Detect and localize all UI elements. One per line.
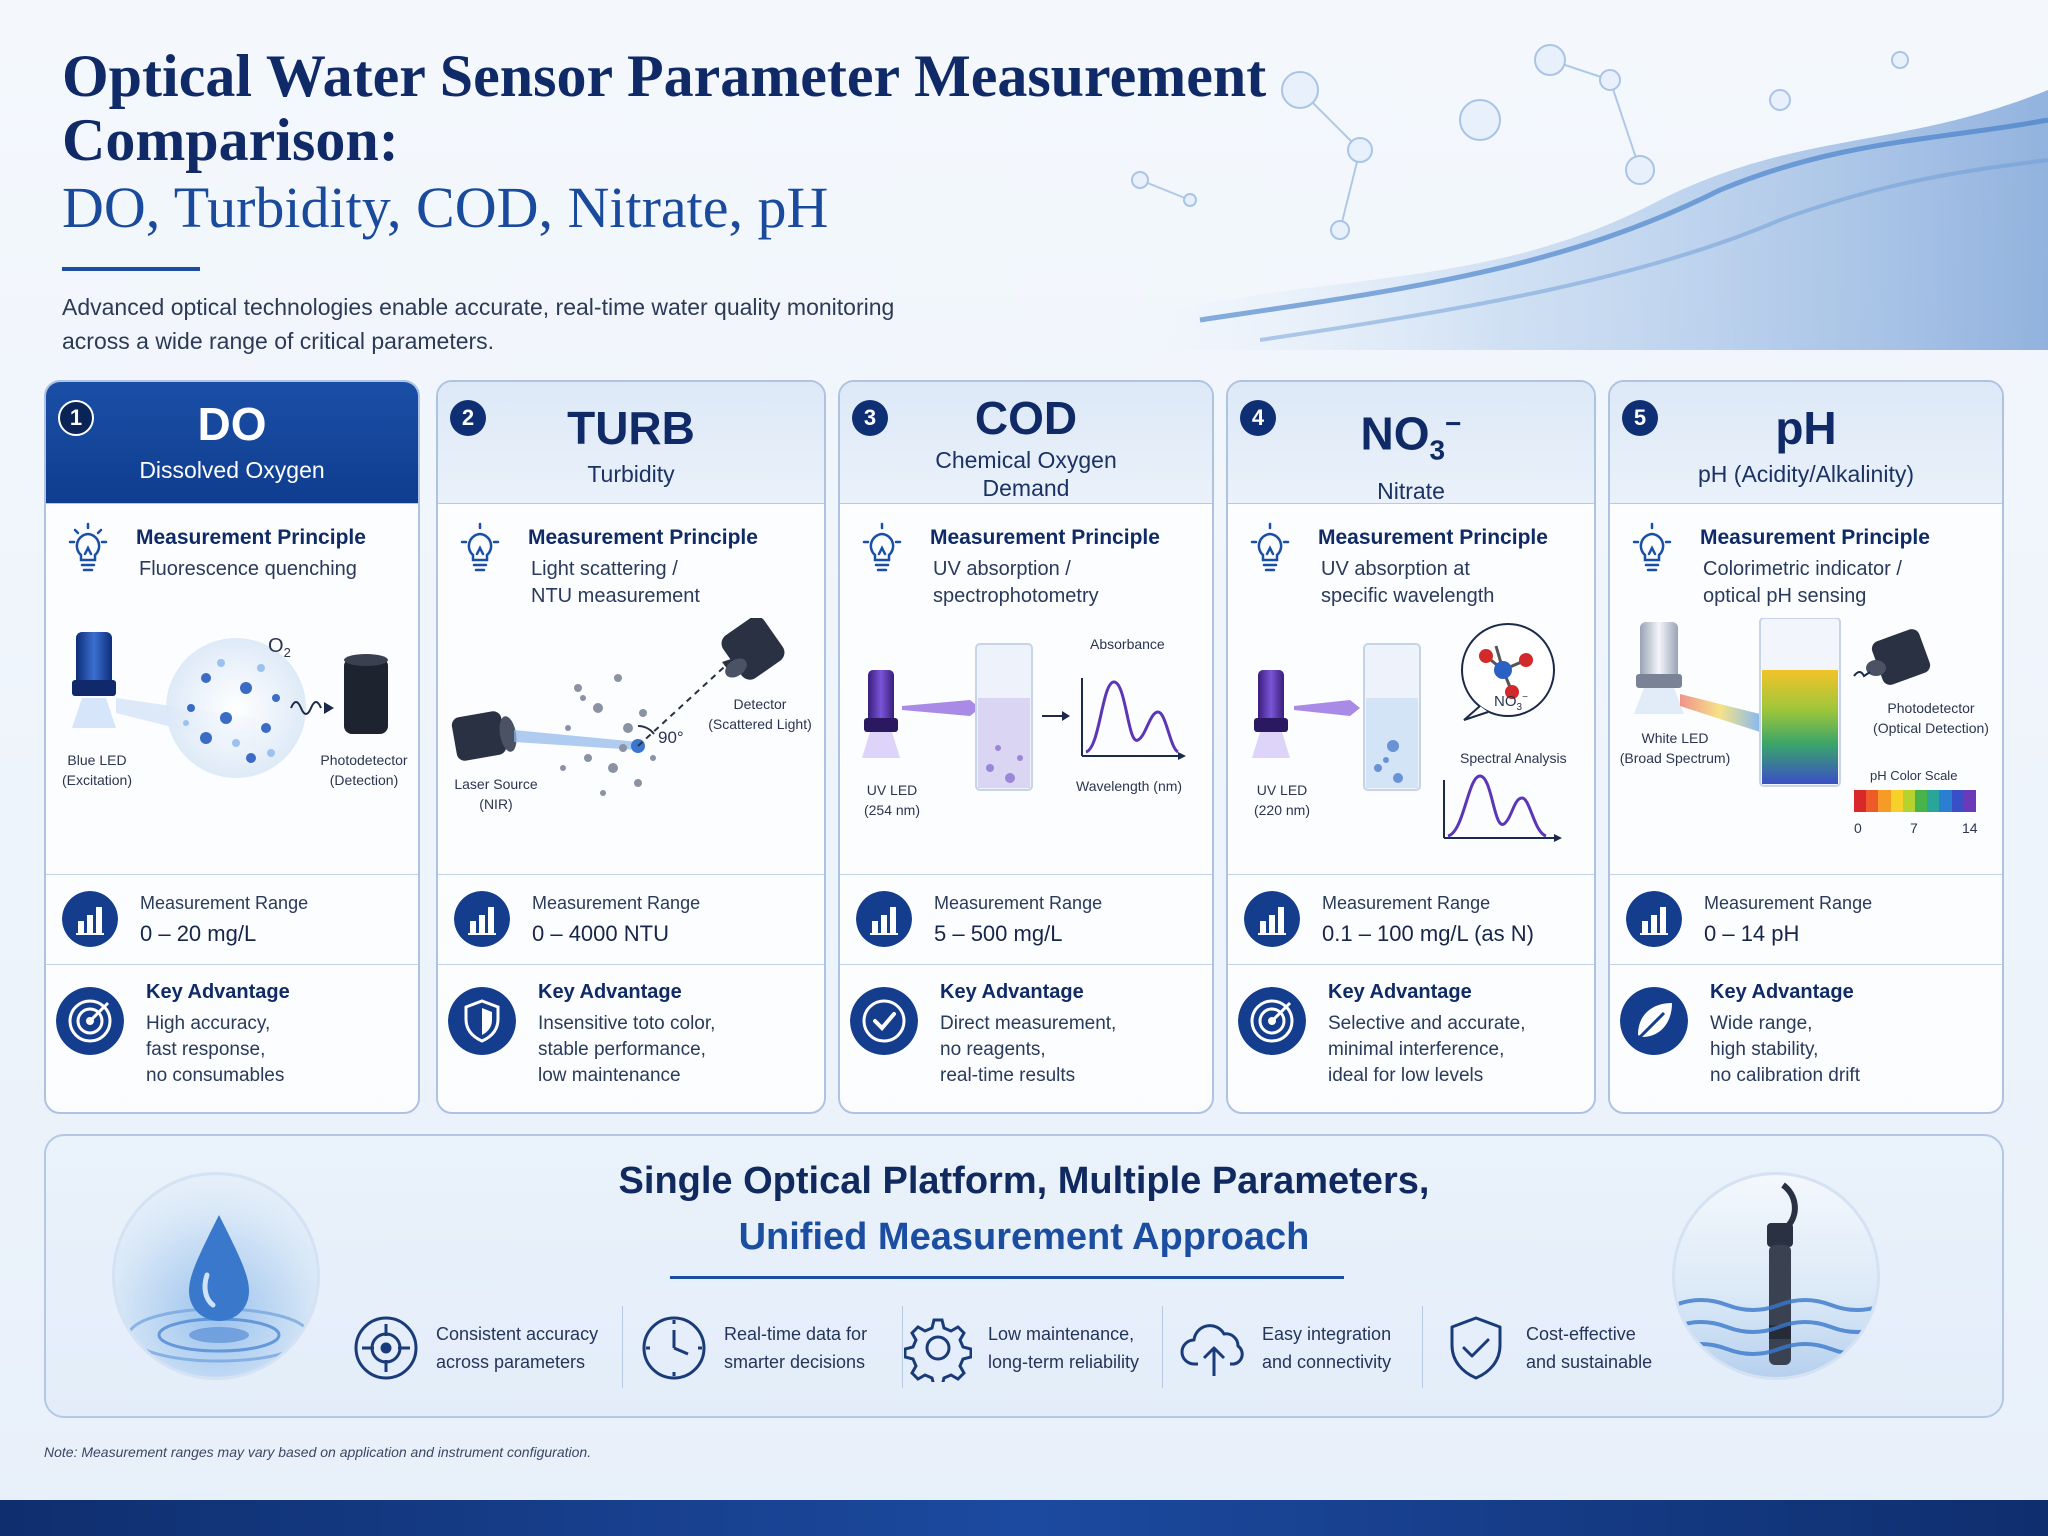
bar-chart-icon xyxy=(62,891,118,947)
o2-text: O xyxy=(268,635,284,657)
advantage-line2: high stability, xyxy=(1710,1039,1819,1060)
do-illustration xyxy=(46,618,420,878)
card-header xyxy=(1610,382,2002,504)
parameter-abbr xyxy=(1228,382,1594,477)
advantage-line1: High accuracy, xyxy=(146,1013,271,1034)
lightbulb-icon xyxy=(64,522,112,578)
ph-swatch xyxy=(1964,790,1976,812)
wavelength-label: Wavelength (nm) xyxy=(1076,778,1183,794)
advantage-text xyxy=(1710,1011,1970,1089)
range-section xyxy=(46,874,418,964)
advantage-section xyxy=(1610,964,2002,1114)
ph-illustration xyxy=(1610,618,1989,878)
range-section xyxy=(1610,874,2002,964)
principle-label: Measurement Principle xyxy=(1700,526,1930,549)
lightbulb-icon xyxy=(1628,522,1676,578)
feature-line2: across parameters xyxy=(436,1352,586,1372)
feature-item xyxy=(640,1310,920,1390)
parameter-name-line2: Demand xyxy=(982,475,1070,501)
detector-label-line2: (Optical Detection) xyxy=(1873,720,1989,736)
range-value: 0 – 20 mg/L xyxy=(140,921,257,946)
advantage-line2: stable performance, xyxy=(538,1039,706,1060)
ph-swatch xyxy=(1891,790,1903,812)
feature-text xyxy=(436,1320,598,1376)
advantage-text xyxy=(538,1011,798,1089)
molecule-label xyxy=(1494,688,1528,718)
detector-label-line1: Detector xyxy=(733,696,787,712)
card-header xyxy=(46,382,418,504)
feature-separator xyxy=(1162,1306,1163,1388)
principle-section xyxy=(858,522,1202,612)
principle-line2: optical pH sensing xyxy=(1703,585,1867,607)
card-do xyxy=(44,380,420,1114)
parameter-abbr: pH xyxy=(1775,402,1837,454)
ph-swatch xyxy=(1952,790,1964,812)
parameter-abbr: COD xyxy=(974,392,1078,444)
card-turbidity xyxy=(436,380,826,1114)
advantage-line3: real-time results xyxy=(940,1065,1076,1086)
advantage-label: Key Advantage xyxy=(1328,981,1472,1003)
feature-separator xyxy=(622,1306,623,1388)
led-label-line2: (Excitation) xyxy=(61,772,133,788)
range-value: 0 – 4000 NTU xyxy=(532,921,669,946)
feature-item xyxy=(352,1310,632,1390)
nitrate-illustration xyxy=(1228,618,1596,878)
feature-line1: Consistent accuracy xyxy=(436,1324,599,1344)
cod-illustration xyxy=(840,618,1214,878)
bar-chart-icon xyxy=(454,891,510,947)
clock-icon xyxy=(640,1314,708,1382)
feature-line2: and connectivity xyxy=(1262,1352,1392,1372)
uv-led-label-line2: (254 nm) xyxy=(863,802,921,818)
principle-section xyxy=(1246,522,1584,612)
spectral-analysis-label: Spectral Analysis xyxy=(1460,750,1567,766)
parameter-name-line1: Chemical Oxygen xyxy=(935,447,1117,473)
range-value: 0.1 – 100 mg/L (as N) xyxy=(1322,921,1534,946)
advantage-line3: ideal for low levels xyxy=(1328,1065,1484,1086)
detector-label-line1: Photodetector xyxy=(320,752,408,768)
advantage-line3: low maintenance xyxy=(538,1065,681,1086)
uv-led-label-line1: UV LED xyxy=(866,782,918,798)
principle-label: Measurement Principle xyxy=(136,526,366,549)
feature-separator xyxy=(902,1306,903,1388)
principle-line2: spectrophotometry xyxy=(933,585,1099,607)
advantage-section xyxy=(46,964,418,1114)
ph-color-scale xyxy=(1854,790,1976,812)
feature-item xyxy=(904,1310,1184,1390)
ph-swatch xyxy=(1854,790,1866,812)
target-icon xyxy=(1238,987,1306,1055)
advantage-line3: no consumables xyxy=(146,1065,285,1086)
feature-line2: long-term reliability xyxy=(988,1352,1140,1372)
uv-led-label-line2: (220 nm) xyxy=(1253,802,1311,818)
advantage-line1: Wide range, xyxy=(1710,1013,1813,1034)
advantage-line3: no calibration drift xyxy=(1710,1065,1860,1086)
principle-section xyxy=(1628,522,1992,612)
ph-scale-min: 0 xyxy=(1854,820,1862,836)
o2-label: $O_2$ xyxy=(268,635,291,660)
principle-text xyxy=(139,556,409,583)
leaf-icon xyxy=(1620,987,1688,1055)
feature-text xyxy=(988,1320,1139,1376)
principle-label: Measurement Principle xyxy=(1318,526,1548,549)
uv-led-label-line1: UV LED xyxy=(1256,782,1308,798)
white-led-label xyxy=(1616,728,1734,768)
nitrate-charge: − xyxy=(1445,408,1462,439)
card-number-badge: 5 xyxy=(1622,400,1658,436)
feature-line1: Cost-effective xyxy=(1526,1324,1636,1344)
detector-label-line1: Photodetector xyxy=(1887,700,1975,716)
advantage-line2: minimal interference, xyxy=(1328,1039,1505,1060)
advantage-line1: Selective and accurate, xyxy=(1328,1013,1526,1034)
uv-led-label xyxy=(852,780,932,820)
laser-source-label xyxy=(446,774,546,814)
principle-text xyxy=(1321,556,1591,610)
water-drop-illustration xyxy=(112,1172,320,1380)
range-label: Measurement Range xyxy=(1704,893,1873,913)
principle-section xyxy=(64,522,408,612)
parameter-name: Dissolved Oxygen xyxy=(139,457,325,483)
footer-band xyxy=(0,1500,2048,1536)
intro-line1: Advanced optical technologies enable accurate, real-time water quality monitoring xyxy=(62,294,895,320)
bar-chart-icon xyxy=(856,891,912,947)
range-section xyxy=(1228,874,1594,964)
ph-swatch xyxy=(1903,790,1915,812)
card-header xyxy=(438,382,824,504)
target-icon xyxy=(56,987,124,1055)
advantage-line1: Direct measurement, xyxy=(940,1013,1117,1034)
nitrate-formula: NO xyxy=(1360,407,1430,460)
advantage-text xyxy=(146,1011,406,1089)
advantage-label: Key Advantage xyxy=(940,981,1084,1003)
lightbulb-icon xyxy=(1246,522,1294,578)
detector-label-line2: (Detection) xyxy=(329,772,399,788)
principle-line2: NTU measurement xyxy=(531,585,700,607)
feature-text xyxy=(1262,1320,1391,1376)
feature-item xyxy=(1442,1310,1722,1390)
advantage-label: Key Advantage xyxy=(538,981,682,1003)
parameter-name: Turbidity xyxy=(587,461,675,487)
white-led-label-line1: White LED xyxy=(1641,730,1709,746)
principle-label: Measurement Principle xyxy=(930,526,1160,549)
principle-line1: Light scattering / xyxy=(531,558,678,580)
ph-scale-title: pH Color Scale xyxy=(1870,768,1958,783)
cod-sensor-diagram xyxy=(840,618,1214,878)
uv-led-label xyxy=(1242,780,1322,820)
range-value: 0 – 14 pH xyxy=(1704,921,1800,946)
advantage-label: Key Advantage xyxy=(146,981,290,1003)
card-header xyxy=(840,382,1212,504)
feature-separator xyxy=(1422,1306,1423,1388)
feature-line1: Easy integration xyxy=(1262,1324,1392,1344)
page-title-line1: Optical Water Sensor Parameter Measurement xyxy=(62,43,1267,109)
feature-line1: Real-time data for xyxy=(724,1324,868,1344)
summary-subtitle: Unified Measurement Approach xyxy=(738,1216,1310,1258)
feature-text xyxy=(724,1320,867,1376)
card-number-badge: 1 xyxy=(58,400,94,436)
principle-section xyxy=(456,522,814,612)
card-header xyxy=(1228,382,1594,504)
ph-scale-mid: 7 xyxy=(1910,820,1918,836)
advantage-label: Key Advantage xyxy=(1710,981,1854,1003)
gear-icon xyxy=(904,1314,972,1382)
parameter-abbr: TURB xyxy=(567,402,695,454)
molecule-subscript: 3 xyxy=(1516,702,1523,713)
card-ph xyxy=(1608,380,2004,1114)
ph-swatch xyxy=(1915,790,1927,812)
angle-label: 90° xyxy=(658,728,684,747)
ph-swatch xyxy=(1939,790,1951,812)
range-section xyxy=(840,874,1212,964)
card-number-badge: 3 xyxy=(852,400,888,436)
range-label: Measurement Range xyxy=(934,893,1103,913)
advantage-line2: fast response, xyxy=(146,1039,266,1060)
page-subtitle: DO, Turbidity, COD, Nitrate, pH xyxy=(62,175,829,240)
blue-led-label xyxy=(52,750,142,790)
shield-check-icon xyxy=(1442,1314,1510,1382)
card-number-badge: 2 xyxy=(450,400,486,436)
summary-divider xyxy=(670,1276,1344,1279)
range-section xyxy=(438,874,824,964)
feature-line1: Low maintenance, xyxy=(988,1324,1135,1344)
advantage-section xyxy=(840,964,1212,1114)
principle-label: Measurement Principle xyxy=(528,526,758,549)
feature-line2: and sustainable xyxy=(1526,1352,1653,1372)
white-led-label-line2: (Broad Spectrum) xyxy=(1619,750,1731,766)
absorbance-label: Absorbance xyxy=(1090,636,1165,652)
card-number-badge: 4 xyxy=(1240,400,1276,436)
principle-line1: Colorimetric indicator / xyxy=(1703,558,1902,580)
card-cod xyxy=(838,380,1214,1114)
principle-text xyxy=(933,556,1203,610)
parameter-name: Nitrate xyxy=(1377,477,1445,504)
led-label-line1: Blue LED xyxy=(67,752,127,768)
advantage-line1: Insensitive toto color, xyxy=(538,1013,716,1034)
ph-swatch xyxy=(1927,790,1939,812)
range-label: Measurement Range xyxy=(532,893,701,913)
advantage-section xyxy=(438,964,824,1114)
feature-line2: smarter decisions xyxy=(724,1352,866,1372)
range-label: Measurement Range xyxy=(140,893,309,913)
laser-label-line2: (NIR) xyxy=(479,796,513,812)
molecule-formula: NO xyxy=(1494,693,1517,710)
range-value: 5 – 500 mg/L xyxy=(934,921,1063,946)
do-sensor-diagram xyxy=(46,618,420,878)
footnote: Note: Measurement ranges may vary based on application and instrument configuration. xyxy=(44,1444,592,1460)
nitrate-subscript: 3 xyxy=(1429,434,1446,466)
principle-text xyxy=(531,556,801,610)
ph-swatch xyxy=(1866,790,1878,812)
advantage-section xyxy=(1228,964,1594,1114)
advantage-line2: no reagents, xyxy=(940,1039,1046,1060)
bar-chart-icon xyxy=(1626,891,1682,947)
feature-item xyxy=(1178,1310,1458,1390)
advantage-text xyxy=(1328,1011,1588,1089)
lightbulb-icon xyxy=(858,522,906,578)
detector-label-line2: (Scattered Light) xyxy=(708,716,812,732)
detector-label xyxy=(690,694,826,734)
intro-line2: across a wide range of critical parameters. xyxy=(62,328,495,354)
card-nitrate xyxy=(1226,380,1596,1114)
crosshair-icon xyxy=(352,1314,420,1382)
range-label: Measurement Range xyxy=(1322,893,1491,913)
photodetector-label xyxy=(1866,698,1996,738)
laser-label-line1: Laser Source xyxy=(454,776,538,792)
molecule-charge: − xyxy=(1522,692,1528,703)
advantage-text xyxy=(940,1011,1200,1089)
shield-icon xyxy=(448,987,516,1055)
intro-text xyxy=(62,290,1042,358)
turbidity-sensor-diagram xyxy=(438,618,826,878)
summary-panel xyxy=(44,1134,2004,1418)
principle-line1: UV absorption / xyxy=(933,558,1071,580)
bar-chart-icon xyxy=(1244,891,1300,947)
check-circle-icon xyxy=(850,987,918,1055)
lightbulb-icon xyxy=(456,522,504,578)
cloud-upload-icon xyxy=(1178,1314,1250,1382)
water-drop-icon xyxy=(115,1175,320,1380)
parameter-abbr: DO xyxy=(197,398,267,450)
title-divider xyxy=(62,267,200,271)
principle-line1: Fluorescence quenching xyxy=(139,558,357,580)
principle-line2: specific wavelength xyxy=(1321,585,1495,607)
ph-scale-max: 14 xyxy=(1962,820,1978,836)
parameter-name: pH (Acidity/Alkalinity) xyxy=(1698,461,1914,487)
photodetector-label xyxy=(314,750,414,790)
page-title-line2: Comparison: xyxy=(62,107,399,173)
turbidity-illustration xyxy=(438,618,814,878)
title-block xyxy=(62,44,1302,242)
principle-line1: UV absorption at xyxy=(1321,558,1470,580)
feature-text xyxy=(1526,1320,1652,1376)
ph-swatch xyxy=(1878,790,1890,812)
principle-text xyxy=(1703,556,1973,610)
summary-title: Single Optical Platform, Multiple Parameters, xyxy=(618,1160,1430,1202)
